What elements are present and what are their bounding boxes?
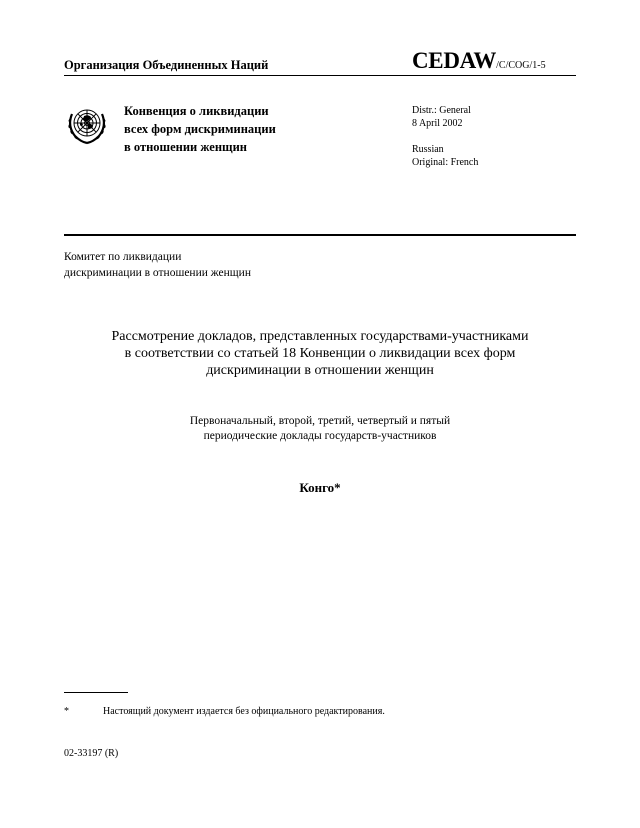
committee-line: Комитет по ликвидации bbox=[64, 251, 182, 263]
footnote-rule bbox=[64, 692, 128, 693]
document-symbol-suffix: /C/COG/1-5 bbox=[496, 60, 546, 71]
country-name: Конго* bbox=[299, 480, 341, 495]
document-number: 02-33197 (R) bbox=[64, 748, 119, 759]
footnote-text: Настоящий документ издается без официального редактирования. bbox=[103, 706, 385, 717]
convention-line: всех форм дискриминации bbox=[124, 122, 276, 136]
convention-line: Конвенция о ликвидации bbox=[124, 104, 269, 118]
document-title bbox=[64, 328, 576, 379]
subtitle-line: периодические доклады государств-участников bbox=[203, 430, 437, 442]
title-line: в соответствии со статьей 18 Конвенции о ликвидации всех форм bbox=[124, 346, 516, 361]
footnote-mark: * bbox=[64, 706, 69, 717]
committee-name bbox=[64, 249, 251, 281]
document-subtitle bbox=[64, 414, 576, 444]
distribution-status: Distr.: General bbox=[412, 105, 471, 116]
convention-line: в отношении женщин bbox=[124, 140, 247, 154]
un-emblem-icon bbox=[64, 102, 110, 148]
distribution-info bbox=[412, 104, 478, 169]
header-rule bbox=[64, 75, 576, 76]
convention-title bbox=[124, 102, 384, 156]
title-line: дискриминации в отношении женщин bbox=[206, 363, 434, 378]
organization-name: Организация Объединенных Наций bbox=[64, 58, 269, 72]
committee-line: дискриминации в отношении женщин bbox=[64, 267, 251, 279]
document-language: Russian bbox=[412, 144, 444, 155]
title-line: Рассмотрение докладов, представленных государствами-участниками bbox=[111, 329, 529, 344]
original-language: Original: French bbox=[412, 157, 479, 168]
subtitle-line: Первоначальный, второй, третий, четвертый и пятый bbox=[189, 415, 451, 427]
document-symbol bbox=[412, 48, 546, 74]
document-symbol-main: CEDAW bbox=[412, 48, 497, 73]
section-rule bbox=[64, 234, 576, 236]
issue-date: 8 April 2002 bbox=[412, 118, 463, 129]
